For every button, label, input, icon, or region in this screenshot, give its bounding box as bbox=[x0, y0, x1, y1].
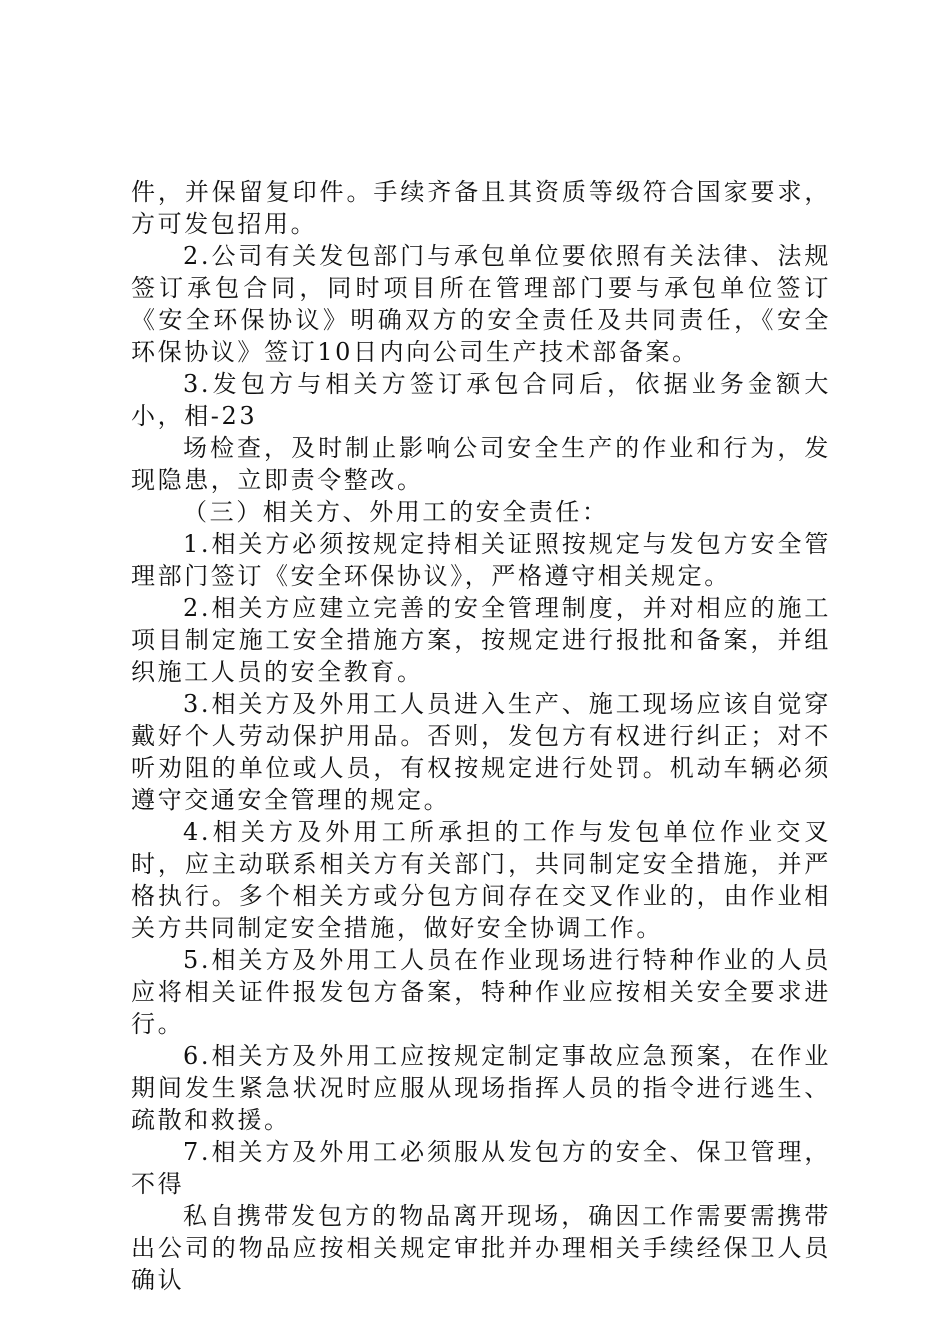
paragraph-7: 2.相关方应建立完善的安全管理制度，并对相应的施工项目制定施工安全措施方案，按规定进行报批和备案，并组织施工人员的安全教育。 bbox=[131, 594, 831, 686]
paragraph-3: 3.发包方与相关方签订承包合同后，依据业务金额大小，相-23 bbox=[131, 370, 831, 430]
paragraph-6: 1.相关方必须按规定持相关证照按规定与发包方安全管理部门签订《安全环保协议》，严格遵守相关规定。 bbox=[131, 530, 831, 590]
paragraph-10: 5.相关方及外用工人员在作业现场进行特种作业的人员应将相关证件报发包方备案，特种作业应按相关安全要求进行。 bbox=[131, 946, 831, 1038]
paragraph-4: 场检查，及时制止影响公司安全生产的作业和行为，发现隐患，立即责令整改。 bbox=[131, 434, 831, 494]
paragraph-1: 件，并保留复印件。手续齐备且其资质等级符合国家要求，方可发包招用。 bbox=[131, 178, 831, 238]
paragraph-13: 私自携带发包方的物品离开现场，确因工作需要需携带出公司的物品应按相关规定审批并办理相关手续经保卫人员确认 bbox=[131, 1202, 831, 1294]
paragraph-8: 3.相关方及外用工人员进入生产、施工现场应该自觉穿戴好个人劳动保护用品。否则，发包方有权进行纠正；对不听劝阻的单位或人员，有权按规定进行处罚。机动车辆必须遵守交通安全管理的规定。 bbox=[131, 690, 831, 814]
section-heading: （三）相关方、外用工的安全责任： bbox=[183, 498, 609, 526]
paragraph-11: 6.相关方及外用工应按规定制定事故应急预案，在作业期间发生紧急状况时应服从现场指挥人员的指令进行逃生、疏散和救援。 bbox=[131, 1042, 831, 1134]
paragraph-2: 2.公司有关发包部门与承包单位要依照有关法律、法规签订承包合同，同时项目所在管理部门要与承包单位签订《安全环保协议》明确双方的安全责任及共同责任，《安全环保协议》签订10日内向公司生产技术部备案。 bbox=[131, 242, 831, 366]
paragraph-12: 7.相关方及外用工必须服从发包方的安全、保卫管理，不得 bbox=[131, 1138, 831, 1198]
paragraph-9: 4.相关方及外用工所承担的工作与发包单位作业交叉时，应主动联系相关方有关部门，共同制定安全措施，并严格执行。多个相关方或分包方间存在交叉作业的，由作业相关方共同制定安全措施，做好安全协调工作。 bbox=[131, 818, 831, 942]
document-page bbox=[131, 176, 831, 1296]
